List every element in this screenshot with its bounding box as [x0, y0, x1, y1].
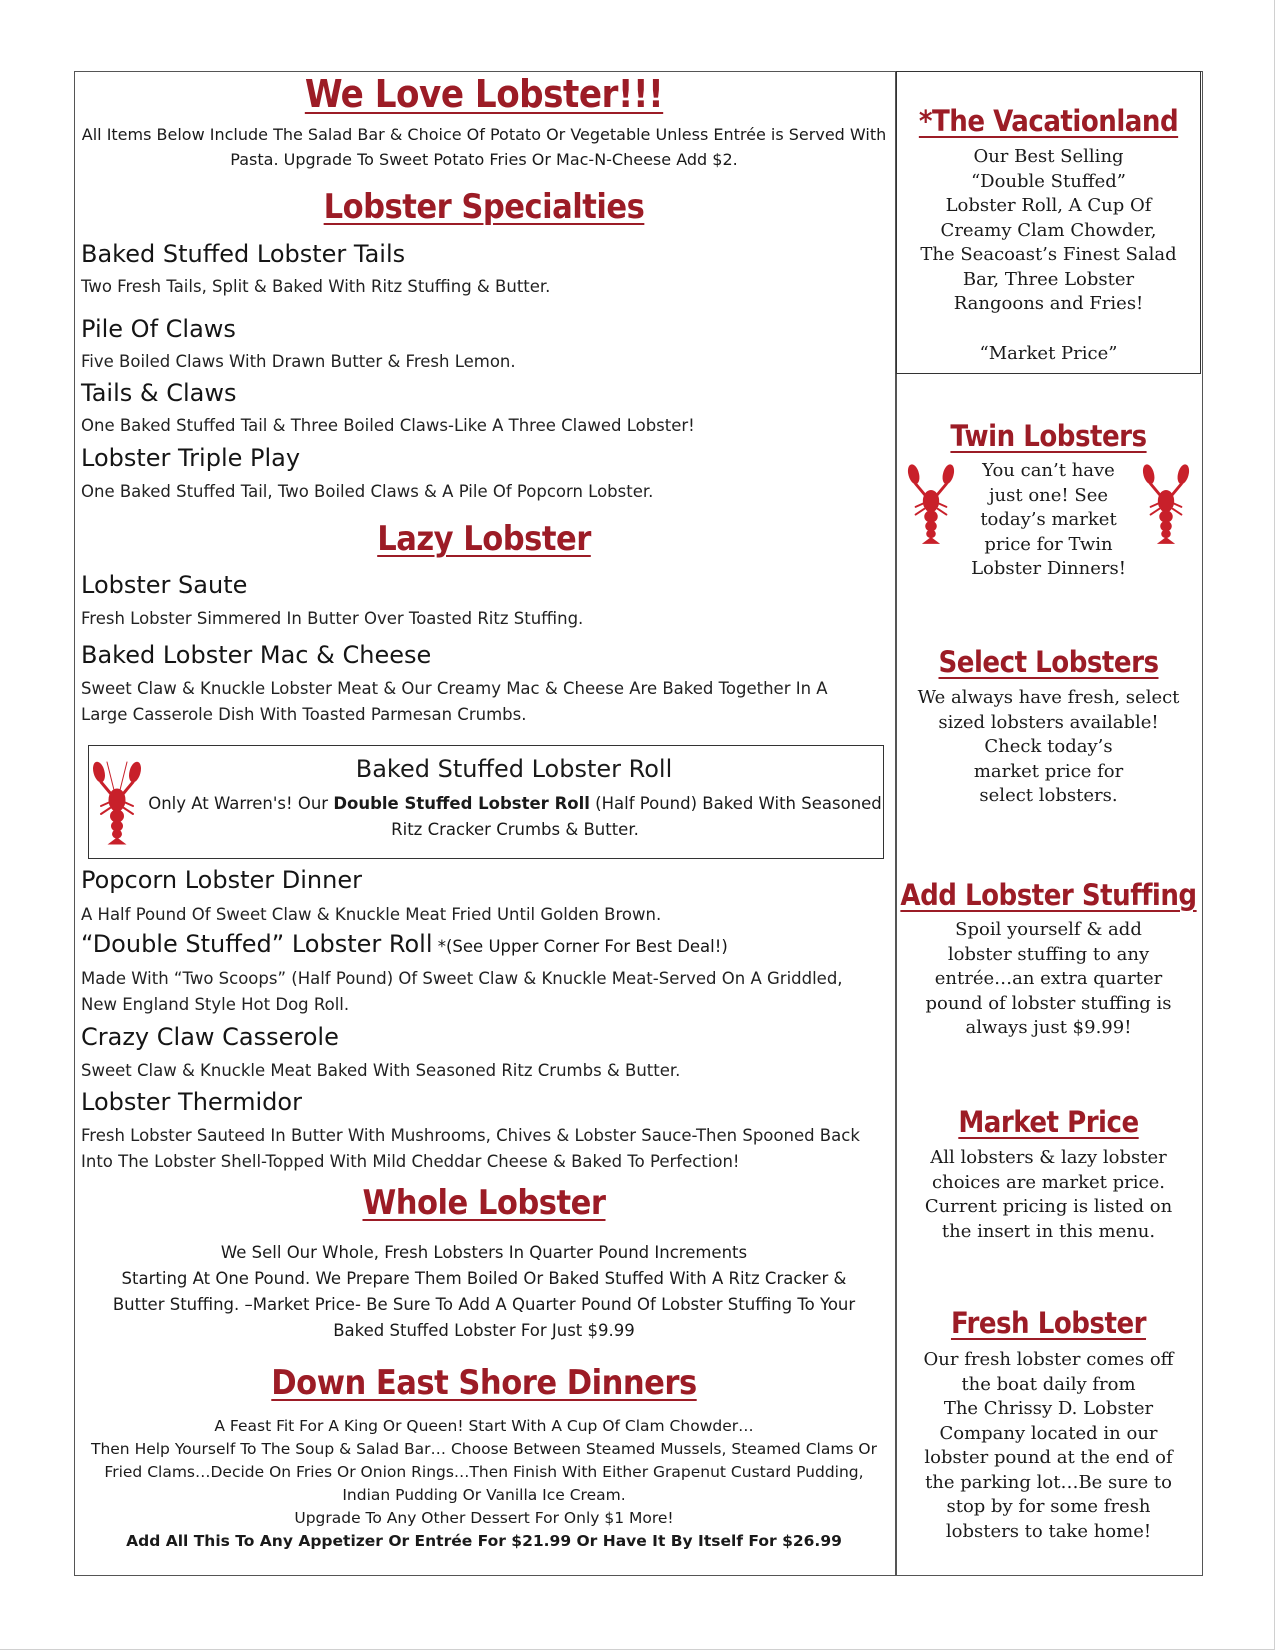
- roll-desc-line: Ritz Cracker Crumbs & Butter.: [391, 820, 639, 839]
- sidebar-text-line: Our fresh lobster comes off: [923, 1349, 1174, 1370]
- item-desc-triple: One Baked Stuffed Tail, Two Boiled Claws & A Pile Of Popcorn Lobster.: [81, 482, 654, 501]
- shore-line: A Feast Fit For A King Or Queen! Start With A Cup Of Clam Chowder…: [214, 1417, 754, 1435]
- sidebar-text-line: Lobster Dinners!: [971, 558, 1126, 579]
- stuffing-text: [896, 918, 1201, 1041]
- item-title-tails: Baked Stuffed Lobster Tails: [81, 240, 406, 268]
- whole-line: Butter Stuffing. –Market Price- Be Sure To Add A Quarter Pound Of Lobster Stuffing To Your: [112, 1295, 856, 1314]
- double-title-text: “Double Stuffed” Lobster Roll: [81, 930, 433, 958]
- sidebar-text-line: Current pricing is listed on: [924, 1196, 1173, 1217]
- sidebar-text-line: Our Best Selling: [973, 146, 1124, 167]
- whole-line: Baked Stuffed Lobster For Just $9.99: [333, 1321, 635, 1340]
- sidebar-text-line: The Chrissy D. Lobster: [943, 1398, 1154, 1419]
- sidebar-text-line: the boat daily from: [961, 1373, 1136, 1395]
- sidebar-heading-select: Select Lobsters: [938, 645, 1159, 679]
- desc-line: Into The Lobster Shell-Topped With Mild Cheddar Cheese & Baked To Perfection!: [81, 1152, 740, 1171]
- lobster-icon: [1141, 460, 1191, 548]
- shore-line: Upgrade To Any Other Dessert For Only $1 More!: [294, 1509, 674, 1527]
- sidebar-text-line: Spoil yourself & add: [955, 919, 1142, 940]
- item-desc-saute: Fresh Lobster Simmered In Butter Over Toasted Ritz Stuffing.: [81, 609, 584, 628]
- sidebar-text-line: We always have fresh, select: [917, 687, 1180, 708]
- item-title-popcorn: Popcorn Lobster Dinner: [81, 866, 362, 894]
- whole-lobster-text: [74, 1240, 894, 1344]
- menu-title: We Love Lobster!!!: [304, 72, 664, 116]
- sidebar-text-line: The Seacoast’s Finest Salad: [920, 244, 1177, 265]
- sidebar-text-line: lobsters to take home!: [945, 1520, 1152, 1542]
- sidebar-text-line: stop by for some fresh: [946, 1496, 1151, 1517]
- section-heading-lazy: Lazy Lobster: [377, 519, 591, 559]
- sidebar-text-line: today’s market: [980, 509, 1117, 530]
- desc-line: Large Casserole Dish With Toasted Parmesan Crumbs.: [81, 705, 527, 724]
- desc-line: Fresh Lobster Sauteed In Butter With Mushrooms, Chives & Lobster Sauce-Then Spooned Back: [81, 1126, 860, 1145]
- sidebar-text-line: Company located in our: [939, 1422, 1158, 1444]
- shore-price-line: Add All This To Any Appetizer Or Entrée For $21.99 Or Have It By Itself For $26.99: [126, 1532, 842, 1550]
- sidebar-text-line: choices are market price.: [932, 1171, 1165, 1193]
- item-title-double: [81, 930, 728, 958]
- sidebar-heading-fresh: Fresh Lobster: [950, 1306, 1147, 1340]
- desc-line: Made With “Two Scoops” (Half Pound) Of Sweet Claw & Knuckle Meat-Served On A Griddled,: [81, 969, 843, 988]
- item-title-claws: Pile Of Claws: [81, 315, 236, 343]
- sidebar-text-line: Creamy Clam Chowder,: [940, 219, 1157, 241]
- sidebar-text-line: the parking lot…Be sure to: [925, 1471, 1172, 1493]
- desc-line: Sweet Claw & Knuckle Lobster Meat & Our Creamy Mac & Cheese Are Baked Together In A: [81, 679, 828, 698]
- section-heading-shore: Down East Shore Dinners: [271, 1363, 697, 1403]
- whole-line: We Sell Our Whole, Fresh Lobsters In Quarter Pound Increments: [220, 1243, 748, 1262]
- shore-line: Indian Pudding Or Vanilla Ice Cream.: [342, 1486, 626, 1504]
- item-desc-claws: Five Boiled Claws With Drawn Butter & Fresh Lemon.: [81, 352, 516, 371]
- sidebar-text-line: lobster pound at the end of: [924, 1447, 1173, 1468]
- market-text: [896, 1146, 1201, 1244]
- sidebar-heading-stuffing: Add Lobster Stuffing: [900, 878, 1197, 912]
- item-title-triple: Lobster Triple Play: [81, 444, 301, 472]
- item-desc-thermidor: [81, 1123, 891, 1175]
- vacationland-text: [896, 145, 1201, 317]
- roll-desc-bold: Double Stuffed Lobster Roll: [333, 794, 590, 813]
- item-title-saute: Lobster Saute: [81, 571, 248, 599]
- sidebar-text-line: lobster stuffing to any: [947, 943, 1150, 965]
- sidebar-text-line: just one! See: [988, 484, 1109, 506]
- sidebar-text-line: Check today’s: [984, 736, 1113, 757]
- sidebar-text-line: select lobsters.: [979, 785, 1118, 806]
- intro-line: Pasta. Upgrade To Sweet Potato Fries Or Mac-N-Cheese Add $2.: [230, 150, 738, 169]
- sidebar-heading-market: Market Price: [958, 1105, 1139, 1139]
- roll-title: Baked Stuffed Lobster Roll: [355, 755, 673, 783]
- sidebar-text-line: entrée…an extra quarter: [934, 968, 1163, 989]
- sidebar-text-line: “Double Stuffed”: [970, 170, 1127, 192]
- sidebar-text-line: Lobster Roll, A Cup Of: [945, 195, 1152, 216]
- intro-line: All Items Below Include The Salad Bar & Choice Of Potato Or Vegetable Unless Entrée is Served With: [81, 125, 887, 144]
- intro-note: [74, 122, 894, 172]
- roll-desc: [140, 791, 890, 843]
- sidebar-text-line: pound of lobster stuffing is: [925, 992, 1172, 1014]
- twin-text: [956, 459, 1141, 582]
- shore-line: Fried Clams…Decide On Fries Or Onion Rings…Then Finish With Either Grapenut Custard Pudding,: [104, 1463, 864, 1481]
- item-title-mac: Baked Lobster Mac & Cheese: [81, 641, 432, 669]
- item-desc-popcorn: A Half Pound Of Sweet Claw & Knuckle Meat Fried Until Golden Brown.: [81, 905, 662, 924]
- sidebar-heading-vacationland: *The Vacationland: [918, 104, 1179, 138]
- sidebar-text-line: price for Twin: [984, 533, 1113, 555]
- item-desc-tails-claws: One Baked Stuffed Tail & Three Boiled Claws-Like A Three Clawed Lobster!: [81, 416, 695, 435]
- sidebar-text-line: always just $9.99!: [965, 1017, 1132, 1038]
- item-title-tails-claws: Tails & Claws: [81, 379, 237, 407]
- item-title-thermidor: Lobster Thermidor: [81, 1088, 302, 1116]
- select-text: [896, 686, 1201, 809]
- section-heading-whole: Whole Lobster: [362, 1183, 606, 1223]
- fresh-text: [896, 1348, 1201, 1544]
- double-note: *(See Upper Corner For Best Deal!): [432, 937, 728, 956]
- section-heading-specialties: Lobster Specialties: [323, 187, 645, 227]
- item-desc-mac: [81, 676, 891, 728]
- sidebar-text-line: Rangoons and Fries!: [953, 293, 1144, 314]
- sidebar-text-line: You can’t have: [982, 460, 1115, 481]
- sidebar-text-line: the insert in this menu.: [941, 1220, 1156, 1242]
- sidebar-text-line: All lobsters & lazy lobster: [930, 1147, 1167, 1168]
- item-desc-tails: Two Fresh Tails, Split & Baked With Ritz Stuffing & Butter.: [81, 277, 551, 296]
- lobster-icon: [906, 460, 956, 548]
- roll-desc-text: Only At Warren's! Our: [148, 794, 334, 813]
- item-desc-double: [81, 966, 891, 1018]
- desc-line: New England Style Hot Dog Roll.: [81, 995, 350, 1014]
- roll-desc-text: (Half Pound) Baked With Seasoned: [589, 794, 882, 813]
- shore-line: Then Help Yourself To The Soup & Salad Bar… Choose Between Steamed Mussels, Steamed Clams Or: [90, 1440, 878, 1458]
- sidebar-heading-twin: Twin Lobsters: [950, 419, 1147, 453]
- item-title-crazy: Crazy Claw Casserole: [81, 1023, 339, 1051]
- item-desc-crazy: Sweet Claw & Knuckle Meat Baked With Seasoned Ritz Crumbs & Butter.: [81, 1061, 681, 1080]
- sidebar-text-line: market price for: [973, 760, 1124, 782]
- vacationland-price: “Market Price”: [979, 343, 1118, 364]
- roll-desc-line: [140, 791, 890, 817]
- shore-dinner-text: [74, 1415, 894, 1553]
- whole-line: Starting At One Pound. We Prepare Them Boiled Or Baked Stuffed With A Ritz Cracker &: [121, 1269, 847, 1288]
- sidebar-text-line: Bar, Three Lobster: [962, 268, 1135, 290]
- sidebar-text-line: sized lobsters available!: [938, 711, 1159, 733]
